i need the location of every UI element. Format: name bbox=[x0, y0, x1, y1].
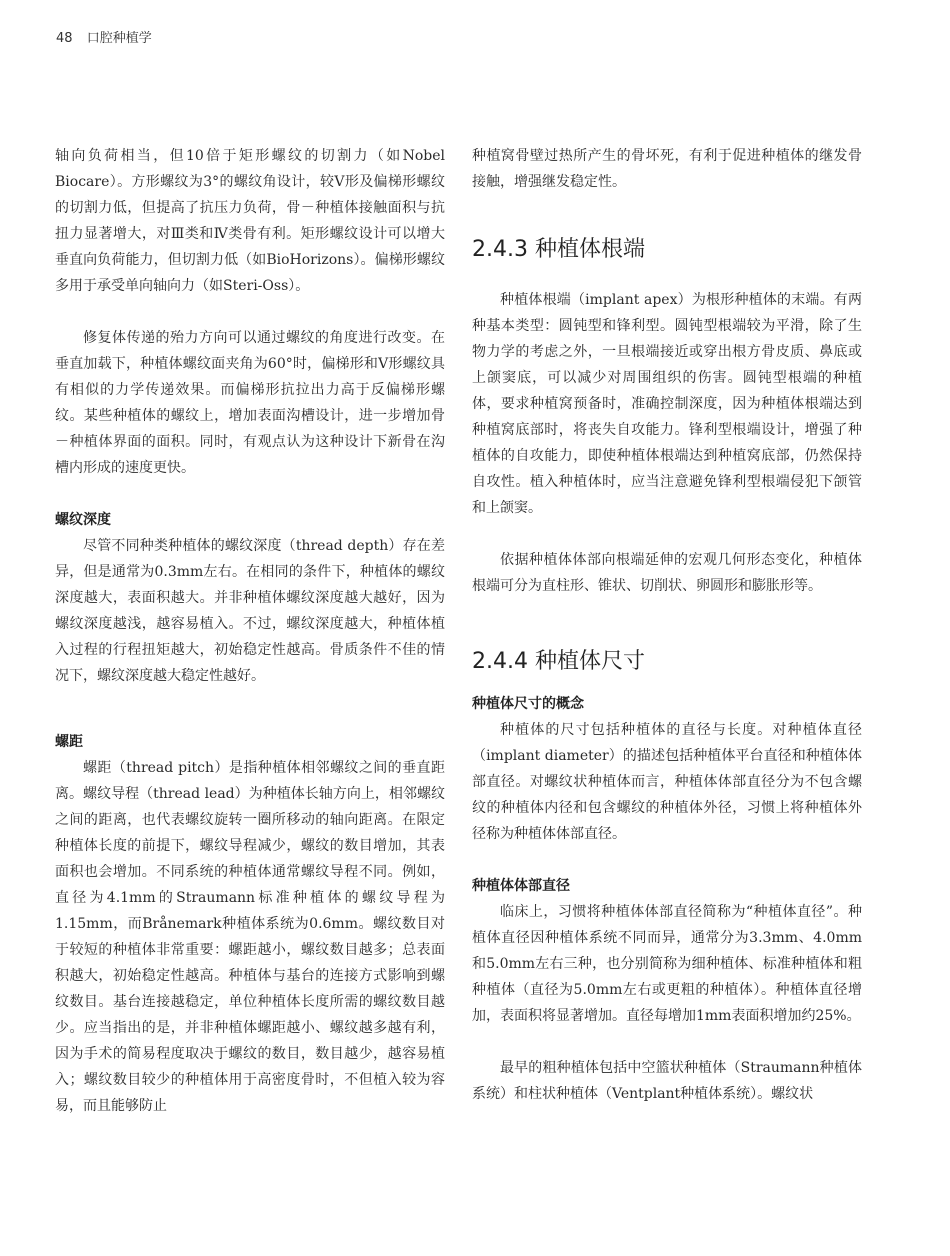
page-number: 48 bbox=[56, 31, 73, 46]
left-column bbox=[55, 143, 445, 1119]
subheading-thread-pitch: 螺距 bbox=[55, 734, 83, 750]
paragraph: 依据种植体体部向根端延伸的宏观几何形态变化，种植体根端可分为直柱形、锥状、切削状、卵圆形和膨胀形等。 bbox=[472, 552, 862, 594]
subheading-size-concept: 种植体尺寸的概念 bbox=[472, 696, 584, 712]
paragraph: 最早的粗种植体包括中空篮状种植体（Straumann种植体系统）和柱状种植体（Ventplant种植体系统）。螺纹状 bbox=[472, 1060, 862, 1102]
paragraph: 种植体根端（implant apex）为根形种植体的末端。有两种基本类型：圆钝型和锋利型。圆钝型根端较为平滑，除了生物力学的考虑之外，一旦根端接近或穿出根方骨皮质、鼻底或上颌窦底，可以减少对周围组织的伤害。圆钝型根端的种植体，要求种植窝预备时，准确控制深度，因为种植体根端达到种植窝底部时，将丧失自攻能力。锋利型根端设计，增强了种植体的自攻能力，即使种植体根端达到种植窝底部，仍然保持自攻性。植入种植体时，应当注意避免锋利型根端侵犯下颌管和上颌窦。 bbox=[472, 292, 862, 516]
paragraph: 尽管不同种类种植体的螺纹深度（thread depth）存在差异，但是通常为0.3mm左右。在相同的条件下，种植体的螺纹深度越大，表面积越大。并非种植体螺纹深度越大越好，因为螺纹深度越浅，越容易植入。不过，螺纹深度越大，种植体植入过程的行程扭矩越大，初始稳定性越高。骨质条件不佳的情况下，螺纹深度越大稳定性越好。 bbox=[55, 538, 445, 684]
paragraph: 种植窝骨壁过热所产生的骨坏死，有利于促进种植体的继发骨接触，增强继发稳定性。 bbox=[472, 148, 862, 190]
paragraph: 轴向负荷相当，但10倍于矩形螺纹的切割力（如Nobel Biocare）。方形螺纹为3°的螺纹角设计，较V形及偏梯形螺纹的切割力低，但提高了抗压力负荷，骨－种植体接触面积与抗扭力显著增大，对Ⅲ类和Ⅳ类骨有利。矩形螺纹设计可以增大垂直向负荷能力，但切割力低（如BioHorizons）。偏梯形螺纹多用于承受单向轴向力（如Steri-Oss）。 bbox=[55, 148, 445, 294]
paragraph: 种植体的尺寸包括种植体的直径与长度。对种植体直径（implant diameter）的描述包括种植体平台直径和种植体体部直径。对螺纹状种植体而言，种植体体部直径分为不包含螺纹的种植体内径和包含螺纹的种植体外径，习惯上将种植体外径称为种植体体部直径。 bbox=[472, 722, 862, 842]
paragraph: 临床上，习惯将种植体体部直径简称为“种植体直径”。种植体直径因种植体系统不同而异，通常分为3.3mm、4.0mm和5.0mm左右三种，也分别简称为细种植体、标准种植体和粗种植体（直径为5.0mm左右或更粗的种植体）。种植体直径增加，表面积将显著增加。直径每增加1mm表面积增加约25%。 bbox=[472, 904, 862, 1024]
book-title: 口腔种植学 bbox=[86, 31, 152, 46]
subheading-thread-depth: 螺纹深度 bbox=[55, 512, 111, 528]
section-heading-2-4-3: 2.4.3 种植体根端 bbox=[472, 237, 645, 262]
running-header bbox=[56, 27, 152, 46]
paragraph: 螺距（thread pitch）是指种植体相邻螺纹之间的垂直距离。螺纹导程（thread lead）为种植体长轴方向上，相邻螺纹之间的距离，也代表螺纹旋转一圈所移动的轴向距离。在限定种植体长度的前提下，螺纹导程减少，螺纹的数目增加，其表面积也会增加。不同系统的种植体通常螺纹导程不同。例如，直径为4.1mm的Straumann标准种植体的螺纹导程为1.15mm，而Brånemark种植体系统为0.6mm。螺纹数目对于较短的种植体非常重要：螺距越小，螺纹数目越多；总表面积越大，初始稳定性越高。种植体与基台的连接方式影响到螺纹数目。基台连接越稳定，单位种植体长度所需的螺纹数目越少。应当指出的是，并非种植体螺距越小、螺纹越多越有利，因为手术的简易程度取决于螺纹的数目，数目越少，越容易植入；螺纹数目较少的种植体用于高密度骨时，不但植入较为容易，而且能够防止 bbox=[55, 760, 445, 1114]
subheading-body-diameter: 种植体体部直径 bbox=[472, 878, 570, 894]
section-heading-2-4-4: 2.4.4 种植体尺寸 bbox=[472, 649, 645, 674]
right-column bbox=[472, 143, 862, 1107]
paragraph: 修复体传递的殆力方向可以通过螺纹的角度进行改变。在垂直加载下，种植体螺纹面夹角为60°时，偏梯形和V形螺纹具有相似的力学传递效果。而偏梯形抗拉出力高于反偏梯形螺纹。某些种植体的螺纹上，增加表面沟槽设计，进一步增加骨－种植体界面的面积。同时，有观点认为这种设计下新骨在沟槽内形成的速度更快。 bbox=[55, 330, 445, 476]
